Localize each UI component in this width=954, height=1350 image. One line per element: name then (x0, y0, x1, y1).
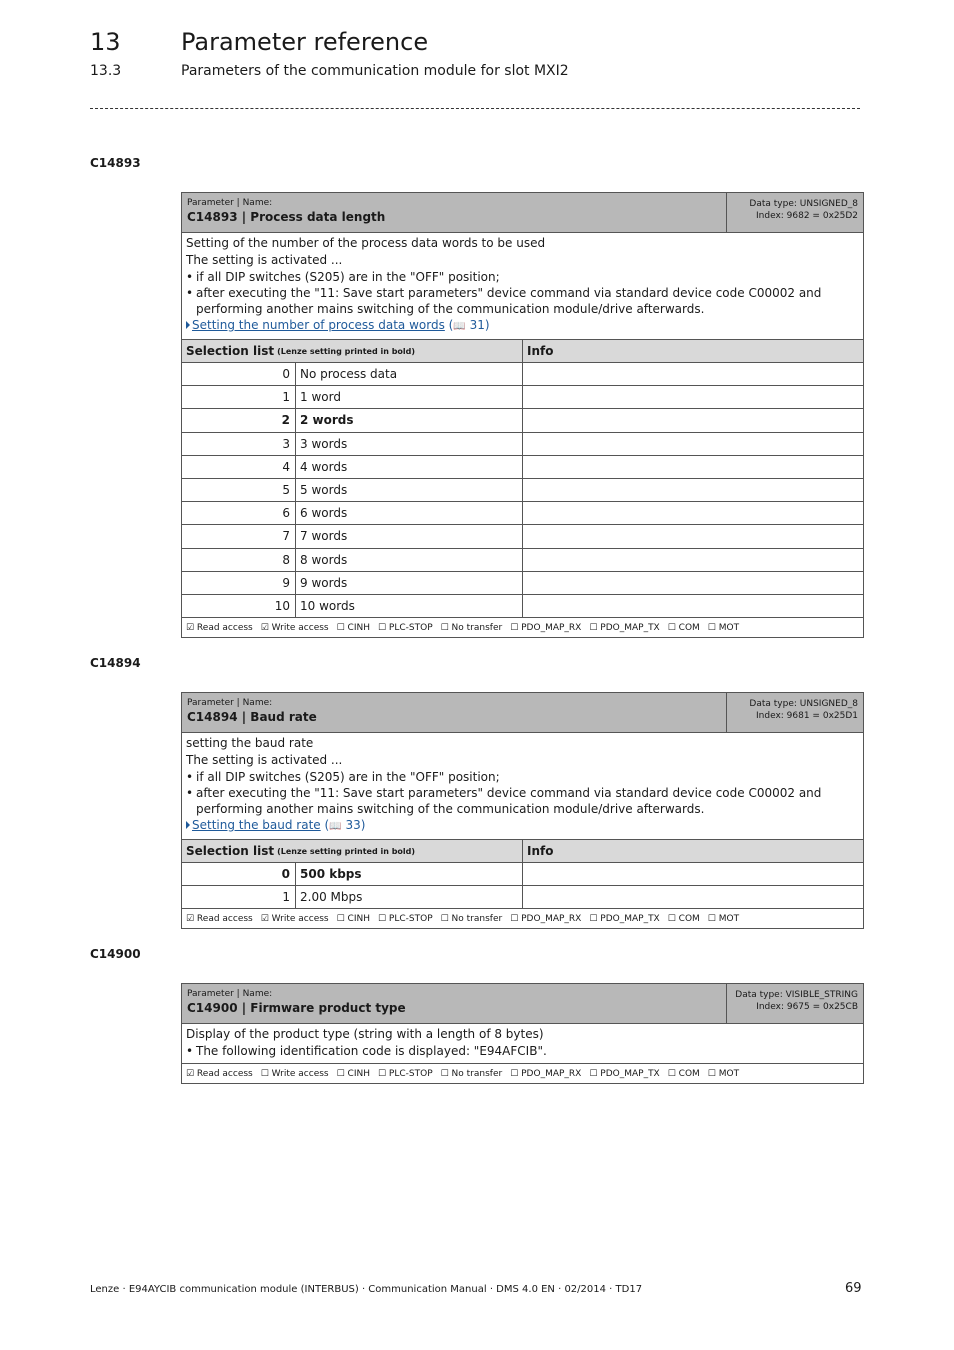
row-text: 3 words (296, 433, 523, 455)
row-value: 5 (182, 479, 296, 501)
table-row (182, 363, 863, 386)
row-text: 6 words (296, 502, 523, 524)
param-heading: C14900 (90, 947, 141, 961)
row-text: 2.00 Mbps (296, 886, 523, 908)
param-index: Index: 9681 = 0x25D1 (756, 711, 858, 721)
book-icon: 📖 (329, 821, 342, 832)
selection-list-note: (Lenze setting printed in bold) (277, 346, 416, 356)
access-flag: ☑ Read access (186, 913, 253, 924)
param-name: C14894 | Baud rate (187, 710, 317, 724)
cross-reference[interactable]: Setting the baud rate (📖 33) (186, 817, 859, 835)
param-description (182, 233, 863, 340)
access-flag: ☑ Write access (260, 622, 329, 633)
access-flag: ☐ MOT (707, 1068, 740, 1079)
param-header (182, 984, 863, 1024)
selection-header (182, 840, 863, 863)
access-flag: ☐ PDO_MAP_TX (589, 1068, 660, 1079)
description-text: Display of the product type (string with a length of 8 bytes) (186, 1027, 544, 1041)
bullet-item: • The following identification code is displayed: "E94AFCIB". (186, 1043, 859, 1059)
table-row (182, 456, 863, 479)
table-row (182, 502, 863, 525)
access-flag: ☐ CINH (336, 1068, 370, 1079)
row-value: 0 (182, 363, 296, 385)
info-label: Info (527, 844, 554, 858)
arrow-right-icon (186, 821, 190, 829)
row-value: 4 (182, 456, 296, 478)
access-flag: ☐ CINH (336, 913, 370, 924)
row-text: 2 words (296, 409, 523, 431)
cross-reference-link[interactable]: Setting the number of process data words (192, 318, 445, 332)
param-description (182, 1024, 863, 1064)
cross-reference-link[interactable]: Setting the baud rate (192, 818, 321, 832)
data-type: Data type: UNSIGNED_8 (749, 199, 858, 209)
selection-list-note: (Lenze setting printed in bold) (277, 846, 416, 856)
access-flag: ☐ Write access (260, 1068, 329, 1079)
activation-intro: The setting is activated ... (186, 753, 343, 767)
cross-reference[interactable]: Setting the number of process data words (📖 31) (186, 317, 859, 335)
access-flags (182, 909, 863, 928)
access-flag: ☑ Write access (260, 913, 329, 924)
row-text: 1 word (296, 386, 523, 408)
bullet-item: • after executing the "11: Save start parameters" device command via standard device code C00002 and performing another mains switching of the communication module/drive afterwards. (186, 785, 859, 817)
param-name: C14900 | Firmware product type (187, 1001, 406, 1015)
table-row (182, 549, 863, 572)
access-flag: ☐ PLC-STOP (378, 622, 433, 633)
row-value: 6 (182, 502, 296, 524)
row-value: 7 (182, 525, 296, 547)
row-text: 500 kbps (296, 863, 523, 885)
row-value: 1 (182, 386, 296, 408)
section-title: Parameters of the communication module for slot MXI2 (181, 63, 569, 79)
access-flag: ☐ No transfer (440, 913, 503, 924)
access-flag: ☐ PDO_MAP_TX (589, 913, 660, 924)
data-type: Data type: UNSIGNED_8 (749, 699, 858, 709)
access-flag: ☐ PDO_MAP_RX (510, 622, 582, 633)
header-divider (90, 108, 860, 109)
arrow-right-icon (186, 321, 190, 329)
chapter-number: 13 (90, 28, 121, 56)
page-ref: 31 (469, 318, 485, 332)
access-flag: ☐ PDO_MAP_RX (510, 1068, 582, 1079)
access-flags (182, 1064, 863, 1083)
param-name-label: Parameter | Name: (187, 989, 273, 999)
selection-list-label: Selection list (186, 844, 275, 858)
data-type: Data type: VISIBLE_STRING (735, 990, 858, 1000)
section-number: 13.3 (90, 63, 122, 79)
param-description (182, 733, 863, 840)
page-number: 69 (845, 1281, 862, 1296)
table-row (182, 525, 863, 548)
row-text: 9 words (296, 572, 523, 594)
table-row (182, 863, 863, 886)
access-flag: ☐ No transfer (440, 622, 503, 633)
param-name: C14893 | Process data length (187, 210, 386, 224)
info-label: Info (527, 344, 554, 358)
access-flag: ☐ MOT (707, 622, 740, 633)
access-flag: ☐ PLC-STOP (378, 1068, 433, 1079)
table-row (182, 572, 863, 595)
row-value: 2 (182, 409, 296, 431)
row-text: 4 words (296, 456, 523, 478)
bullet-item: • if all DIP switches (S205) are in the "OFF" position; (186, 769, 859, 785)
parameter-table-c14900 (181, 983, 864, 1084)
row-text: 8 words (296, 549, 523, 571)
row-value: 8 (182, 549, 296, 571)
book-icon: 📖 (453, 321, 466, 332)
param-header (182, 693, 863, 733)
bullet-item: • after executing the "11: Save start parameters" device command via standard device code C00002 and performing another mains switching of the communication module/drive afterwards. (186, 285, 859, 317)
access-flag: ☑ Read access (186, 1068, 253, 1079)
row-value: 1 (182, 886, 296, 908)
table-row (182, 409, 863, 432)
page-ref: 33 (345, 818, 361, 832)
param-header (182, 193, 863, 233)
param-index: Index: 9682 = 0x25D2 (756, 211, 858, 221)
param-index: Index: 9675 = 0x25CB (756, 1002, 858, 1012)
table-row (182, 595, 863, 618)
access-flag: ☐ COM (667, 1068, 700, 1079)
row-value: 10 (182, 595, 296, 617)
access-flag: ☐ MOT (707, 913, 740, 924)
access-flag: ☐ PDO_MAP_RX (510, 913, 582, 924)
parameter-table-c14894 (181, 692, 864, 929)
activation-intro: The setting is activated ... (186, 253, 343, 267)
selection-header (182, 340, 863, 363)
access-flag: ☐ No transfer (440, 1068, 503, 1079)
parameter-table-c14893 (181, 192, 864, 638)
bullet-item: • if all DIP switches (S205) are in the "OFF" position; (186, 269, 859, 285)
param-heading: C14894 (90, 656, 141, 670)
param-name-label: Parameter | Name: (187, 198, 273, 208)
description-text: setting the baud rate (186, 736, 314, 750)
selection-list-label: Selection list (186, 344, 275, 358)
row-value: 3 (182, 433, 296, 455)
row-text: 7 words (296, 525, 523, 547)
param-name-label: Parameter | Name: (187, 698, 273, 708)
access-flag: ☐ CINH (336, 622, 370, 633)
row-value: 0 (182, 863, 296, 885)
chapter-title: Parameter reference (181, 28, 429, 56)
footer-text: Lenze · E94AYCIB communication module (INTERBUS) · Communication Manual · DMS 4.0 EN · 02/2014 · TD17 (90, 1284, 643, 1295)
access-flag: ☐ COM (667, 913, 700, 924)
param-heading: C14893 (90, 156, 141, 170)
access-flag: ☐ PLC-STOP (378, 913, 433, 924)
table-row (182, 479, 863, 502)
access-flag: ☐ COM (667, 622, 700, 633)
access-flags (182, 618, 863, 637)
table-row (182, 886, 863, 909)
row-text: No process data (296, 363, 523, 385)
row-text: 10 words (296, 595, 523, 617)
row-value: 9 (182, 572, 296, 594)
description-text: Setting of the number of the process data words to be used (186, 236, 546, 250)
table-row (182, 386, 863, 409)
table-row (182, 433, 863, 456)
access-flag: ☐ PDO_MAP_TX (589, 622, 660, 633)
row-text: 5 words (296, 479, 523, 501)
access-flag: ☑ Read access (186, 622, 253, 633)
